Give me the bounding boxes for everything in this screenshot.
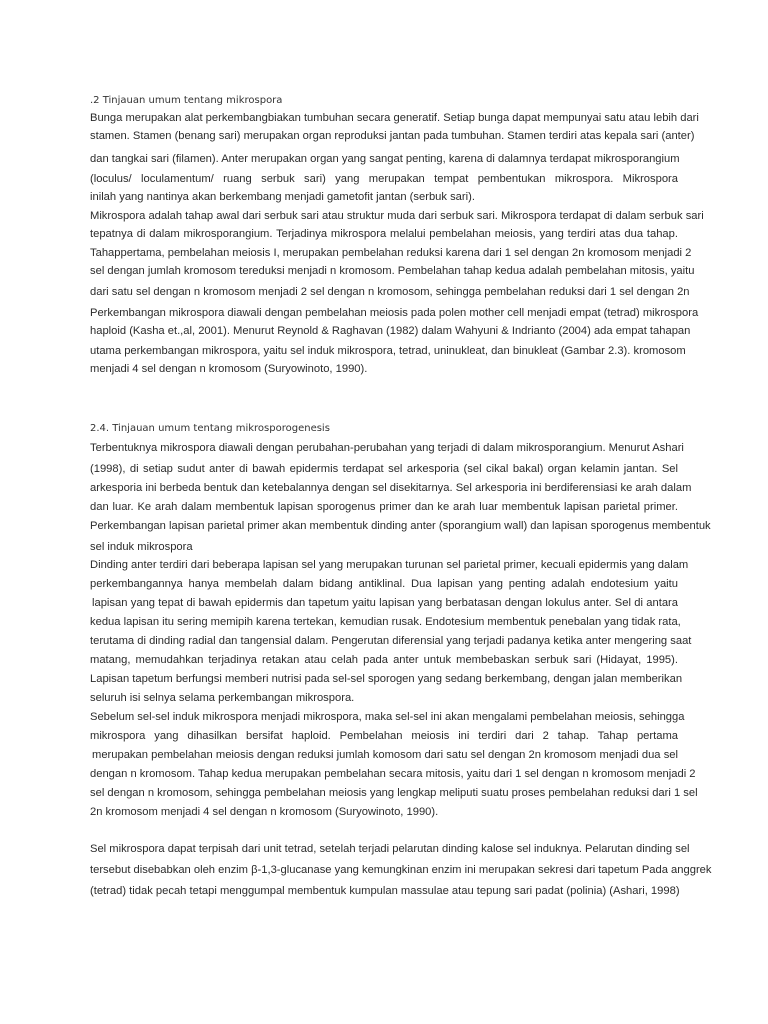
paragraph-line: Terbentuknya mikrospora diawali dengan perubahan-perubahan yang terjadi di dalam mikrosporangium. Menurut Ashari [90, 442, 684, 454]
paragraph-line: Bunga merupakan alat perkembangbiakan tumbuhan secara generatif. Setiap bunga dapat mempunyai satu atau lebih dari [90, 112, 699, 124]
paragraph-line: tepatnya di dalam mikrosporangium. Terjadinya mikrospora melalui pembelahan meiosis, yang terdiri atas dua tahap. [90, 228, 678, 240]
paragraph-line: tersebut disebabkan oleh enzim β-1,3-glucanase yang kemungkinan enzim ini merupakan sekresi dari tapetum Pada anggrek [90, 864, 712, 876]
paragraph-line: stamen. Stamen (benang sari) merupakan organ reproduksi jantan pada tumbuhan. Stamen terdiri atas kepala sari (anter) [90, 130, 695, 142]
paragraph-line: dari satu sel dengan n kromosom menjadi 2 sel dengan n kromosom, sehingga pembelahan reduksi dari 1 sel dengan 2n [90, 286, 690, 298]
paragraph-line: terutama di dinding radial dan tangensial dalam. Pengerutan diferensial yang terjadi padanya ketika anter mengering saat [90, 635, 692, 647]
paragraph-line: Perkembangan lapisan parietal primer akan membentuk dinding anter (sporangium wall) dan lapisan sporogenus membentuk [90, 520, 711, 532]
paragraph-line: (tetrad) tidak pecah tetapi menggumpal membentuk kumpulan massulae atau tepung sari padat (polinia) (Ashari, 1998) [90, 885, 680, 897]
paragraph-line: Dinding anter terdiri dari beberapa lapisan sel yang merupakan turunan sel parietal primer, kecuali epidermis yang dalam [90, 559, 689, 571]
paragraph-line: dengan n kromosom. Tahap kedua merupakan pembelahan secara mitosis, yaitu dari 1 sel dengan n kromosom menjadi 2 [90, 768, 696, 780]
section-heading-mikrospora: .2 Tinjauan umum tentang mikrospora [90, 95, 283, 106]
paragraph-line: utama perkembangan mikrospora, yaitu sel induk mikrospora, tetrad, uninukleat, dan binukleat (Gambar 2.3). kromosom [90, 345, 686, 357]
paragraph-line: kedua lapisan itu sering memipih karena tertekan, kemudian rusak. Endotesium membentuk penebalan yang tidak rata, [90, 616, 681, 628]
paragraph-line: 2n kromosom menjadi 4 sel dengan n kromosom (Suryowinoto, 1990). [90, 806, 439, 818]
paragraph-line: haploid (Kasha et.,al, 2001). Menurut Reynold & Raghavan (1982) dalam Wahyuni & Indrianto (2004) ada empat tahapan [90, 325, 691, 337]
paragraph-line: sel dengan n kromosom, sehingga pembelahan meiosis yang lengkap meliputi suatu proses pembelahan reduksi dari 1 sel [90, 787, 698, 799]
paragraph-line: lapisan yang tepat di bawah epidermis dan tapetum yaitu lapisan yang berbatasan dengan lokulus anter. Sel di antara [92, 597, 678, 609]
paragraph-line: Perkembangan mikrospora diawali dengan pembelahan meiosis pada polen mother cell menjadi empat (tetrad) mikrospora [90, 307, 699, 319]
paragraph-line: perkembangannya hanya membelah dalam bidang antiklinal. Dua lapisan yang penting adalah endotesium yaitu [90, 578, 678, 590]
paragraph-line: mikrospora yang dihasilkan bersifat haploid. Pembelahan meiosis ini terdiri dari 2 tahap. Tahap pertama [90, 730, 678, 742]
paragraph-line: Tahappertama, pembelahan meiosis I, merupakan pembelahan reduksi karena dari 1 sel dengan 2n kromosom menjadi 2 [90, 247, 692, 259]
paragraph-line: dan luar. Ke arah dalam membentuk lapisan sporogenus primer dan ke arah luar membentuk lapisan parietal primer. [90, 501, 678, 513]
paragraph-line: sel induk mikrospora [90, 541, 193, 553]
paragraph-line: matang, memudahkan terjadinya retakan atau celah pada anter untuk membebaskan serbuk sari (Hidayat, 1995). [90, 654, 678, 666]
paragraph-line: merupakan pembelahan meiosis dengan reduksi jumlah komosom dari satu sel dengan 2n kromosom menjadi dua sel [92, 749, 678, 761]
paragraph-line: Lapisan tapetum berfungsi memberi nutrisi pada sel-sel sporogen yang sedang berkembang, dengan jalan memberikan [90, 673, 683, 685]
paragraph-line: (1998), di setiap sudut anter di bawah epidermis terdapat sel arkesporia (sel cikal bakal) organ kelamin jantan. Sel [90, 463, 678, 475]
paragraph-line: sel dengan jumlah kromosom tereduksi menjadi n kromosom. Pembelahan tahap kedua adalah pembelahan mitosis, yaitu [90, 265, 695, 277]
paragraph-line: inilah yang nantinya akan berkembang menjadi gametofit jantan (serbuk sari). [90, 191, 475, 203]
paragraph-line: Sel mikrospora dapat terpisah dari unit tetrad, setelah terjadi pelarutan dinding kalose sel induknya. Pelarutan dinding sel [90, 843, 690, 855]
paragraph-line: Mikrospora adalah tahap awal dari serbuk sari atau struktur muda dari serbuk sari. Mikrospora terdapat di dalam serbuk sari [90, 210, 704, 222]
paragraph-line: (loculus/ loculamentum/ ruang serbuk sari) yang merupakan tempat pembentukan mikrospora. Mikrospora [90, 173, 678, 185]
paragraph-line: menjadi 4 sel dengan n kromosom (Suryowinoto, 1990). [90, 363, 368, 375]
section-heading-mikrosporogenesis: 2.4. Tinjauan umum tentang mikrosporogenesis [90, 423, 330, 434]
paragraph-line: seluruh isi selnya selama perkembangan mikrospora. [90, 692, 355, 704]
paragraph-line: Sebelum sel-sel induk mikrospora menjadi mikrospora, maka sel-sel ini akan mengalami pembelahan meiosis, sehingga [90, 711, 685, 723]
paragraph-line: dan tangkai sari (filamen). Anter merupakan organ yang sangat penting, karena di dalamnya terdapat mikrosporangium [90, 153, 680, 165]
paragraph-line: arkesporia ini berbeda bentuk dan ketebalannya dengan sel disekitarnya. Sel arkesporia ini berdiferensiasi ke arah dalam [90, 482, 692, 494]
